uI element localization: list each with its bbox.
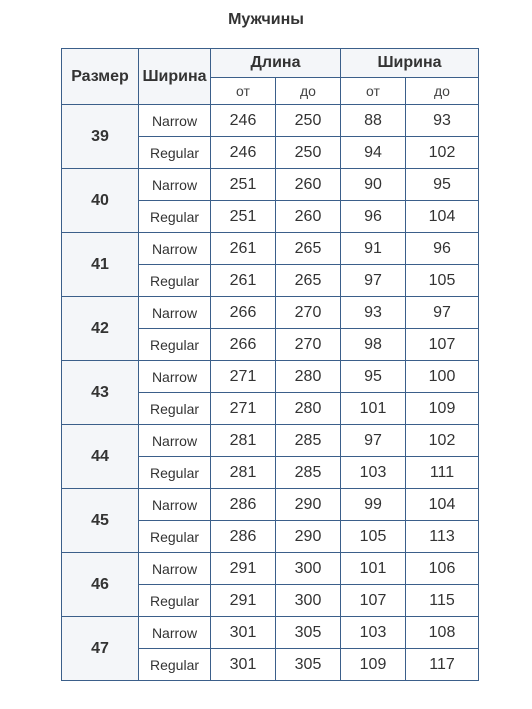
width-type-cell: Regular <box>139 201 211 233</box>
length-to-cell: 265 <box>276 233 341 265</box>
width-from-cell: 90 <box>341 169 406 201</box>
length-to-cell: 260 <box>276 201 341 233</box>
length-to-cell: 300 <box>276 553 341 585</box>
width-from-cell: 96 <box>341 201 406 233</box>
width-from-cell: 98 <box>341 329 406 361</box>
width-from-cell: 93 <box>341 297 406 329</box>
width-to-cell: 102 <box>406 425 479 457</box>
length-to-cell: 290 <box>276 521 341 553</box>
table-row <box>62 361 479 393</box>
width-from-cell: 101 <box>341 393 406 425</box>
length-to-cell: 250 <box>276 137 341 169</box>
length-to-cell: 250 <box>276 105 341 137</box>
length-to-cell: 305 <box>276 617 341 649</box>
length-from-cell: 286 <box>211 489 276 521</box>
length-from-cell: 251 <box>211 201 276 233</box>
width-from-cell: 103 <box>341 617 406 649</box>
length-from-cell: 266 <box>211 297 276 329</box>
width-to-cell: 115 <box>406 585 479 617</box>
length-to-cell: 300 <box>276 585 341 617</box>
width-from-cell: 88 <box>341 105 406 137</box>
width-type-cell: Narrow <box>139 361 211 393</box>
length-from-cell: 261 <box>211 265 276 297</box>
table-row <box>62 489 479 521</box>
length-from-cell: 246 <box>211 137 276 169</box>
table-row <box>62 297 479 329</box>
width-to-cell: 107 <box>406 329 479 361</box>
length-to-cell: 270 <box>276 297 341 329</box>
length-from-cell: 281 <box>211 425 276 457</box>
length-to-cell: 270 <box>276 329 341 361</box>
width-type-cell: Narrow <box>139 297 211 329</box>
width-type-cell: Narrow <box>139 425 211 457</box>
width-type-cell: Regular <box>139 521 211 553</box>
width-to-cell: 106 <box>406 553 479 585</box>
length-to-cell: 305 <box>276 649 341 681</box>
header-length-from: от <box>211 78 276 105</box>
table-row <box>62 617 479 649</box>
width-type-cell: Regular <box>139 393 211 425</box>
width-from-cell: 101 <box>341 553 406 585</box>
table-body <box>62 105 479 681</box>
length-to-cell: 285 <box>276 425 341 457</box>
width-from-cell: 95 <box>341 361 406 393</box>
width-to-cell: 95 <box>406 169 479 201</box>
length-from-cell: 266 <box>211 329 276 361</box>
length-from-cell: 286 <box>211 521 276 553</box>
header-length: Длина <box>211 49 341 78</box>
width-to-cell: 102 <box>406 137 479 169</box>
table-row <box>62 233 479 265</box>
width-from-cell: 97 <box>341 425 406 457</box>
length-from-cell: 291 <box>211 553 276 585</box>
length-to-cell: 265 <box>276 265 341 297</box>
length-to-cell: 260 <box>276 169 341 201</box>
table-row <box>62 425 479 457</box>
size-cell: 41 <box>62 233 139 297</box>
width-to-cell: 105 <box>406 265 479 297</box>
width-from-cell: 99 <box>341 489 406 521</box>
width-to-cell: 97 <box>406 297 479 329</box>
header-width-type: Ширина <box>139 49 211 105</box>
size-cell: 42 <box>62 297 139 361</box>
size-cell: 45 <box>62 489 139 553</box>
size-cell: 44 <box>62 425 139 489</box>
width-type-cell: Regular <box>139 457 211 489</box>
header-size: Размер <box>62 49 139 105</box>
width-type-cell: Regular <box>139 329 211 361</box>
size-cell: 46 <box>62 553 139 617</box>
width-type-cell: Narrow <box>139 489 211 521</box>
size-cell: 43 <box>62 361 139 425</box>
width-to-cell: 100 <box>406 361 479 393</box>
width-to-cell: 117 <box>406 649 479 681</box>
width-type-cell: Regular <box>139 649 211 681</box>
page-title: Мужчины <box>228 11 304 28</box>
length-from-cell: 301 <box>211 649 276 681</box>
width-to-cell: 109 <box>406 393 479 425</box>
width-type-cell: Narrow <box>139 553 211 585</box>
width-from-cell: 109 <box>341 649 406 681</box>
width-type-cell: Regular <box>139 137 211 169</box>
width-type-cell: Narrow <box>139 617 211 649</box>
header-length-to: до <box>276 78 341 105</box>
length-from-cell: 271 <box>211 393 276 425</box>
width-type-cell: Narrow <box>139 233 211 265</box>
length-from-cell: 301 <box>211 617 276 649</box>
width-to-cell: 111 <box>406 457 479 489</box>
header-width-from: от <box>341 78 406 105</box>
length-from-cell: 246 <box>211 105 276 137</box>
width-from-cell: 107 <box>341 585 406 617</box>
header-width: Ширина <box>341 49 479 78</box>
length-to-cell: 285 <box>276 457 341 489</box>
table-row <box>62 553 479 585</box>
width-to-cell: 113 <box>406 521 479 553</box>
width-from-cell: 97 <box>341 265 406 297</box>
length-from-cell: 281 <box>211 457 276 489</box>
width-from-cell: 91 <box>341 233 406 265</box>
length-from-cell: 251 <box>211 169 276 201</box>
length-from-cell: 261 <box>211 233 276 265</box>
length-to-cell: 280 <box>276 361 341 393</box>
header-width-to: до <box>406 78 479 105</box>
width-to-cell: 104 <box>406 489 479 521</box>
width-to-cell: 96 <box>406 233 479 265</box>
table-row <box>62 169 479 201</box>
header-row <box>62 49 479 78</box>
width-to-cell: 104 <box>406 201 479 233</box>
width-from-cell: 103 <box>341 457 406 489</box>
table-row <box>62 105 479 137</box>
width-to-cell: 93 <box>406 105 479 137</box>
length-from-cell: 291 <box>211 585 276 617</box>
length-to-cell: 290 <box>276 489 341 521</box>
width-from-cell: 94 <box>341 137 406 169</box>
size-cell: 47 <box>62 617 139 681</box>
width-type-cell: Regular <box>139 585 211 617</box>
width-type-cell: Narrow <box>139 105 211 137</box>
width-to-cell: 108 <box>406 617 479 649</box>
width-type-cell: Narrow <box>139 169 211 201</box>
size-cell: 39 <box>62 105 139 169</box>
size-table <box>61 48 479 681</box>
size-cell: 40 <box>62 169 139 233</box>
length-to-cell: 280 <box>276 393 341 425</box>
width-type-cell: Regular <box>139 265 211 297</box>
length-from-cell: 271 <box>211 361 276 393</box>
width-from-cell: 105 <box>341 521 406 553</box>
